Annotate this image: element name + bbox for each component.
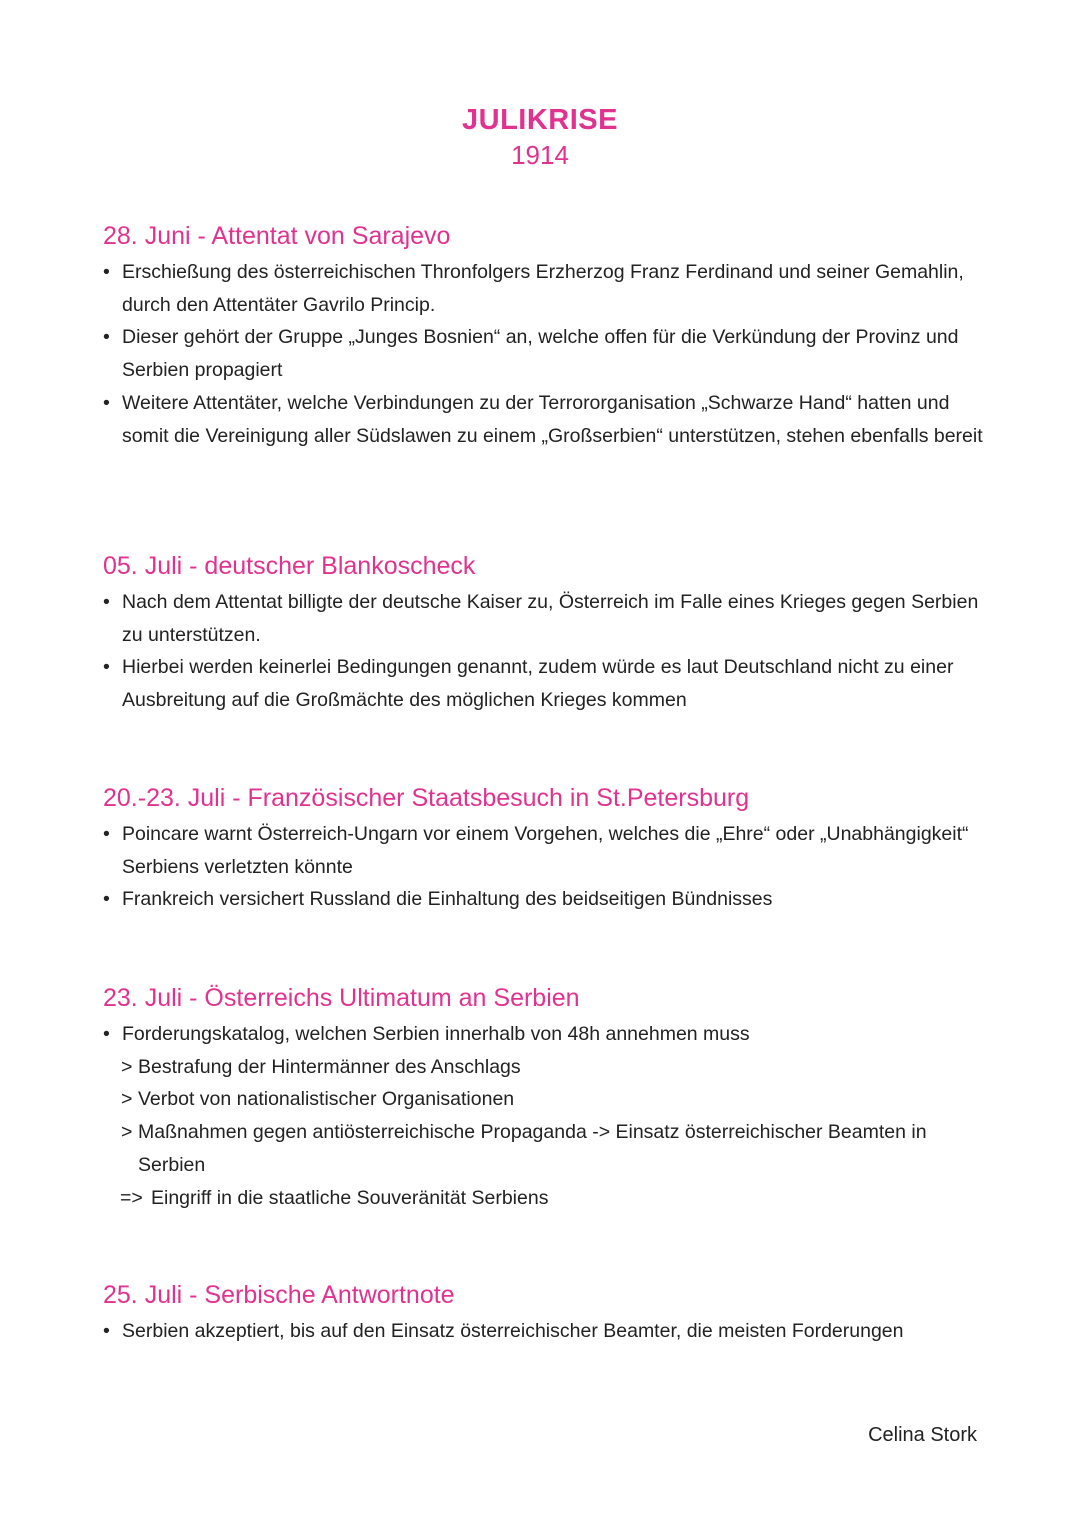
bullet-item: • Nach dem Attentat billigte der deutsche Kaiser zu, Österreich im Falle eines Krieges gegen Serbien zu unterstützen. <box>103 586 983 651</box>
section-heading: 25. Juli - Serbische Antwortnote <box>103 1281 455 1309</box>
document-year: 1914 <box>511 140 569 170</box>
section-heading: 05. Juli - deutscher Blankoscheck <box>103 552 476 580</box>
bullet-list <box>103 256 983 452</box>
bullet-list <box>103 1315 983 1348</box>
bullet-list <box>103 818 983 916</box>
sub-item-text: Maßnahmen gegen antiösterreichische Propaganda -> Einsatz österreichischer Beamten in Serbien <box>138 1121 927 1176</box>
section-antwortnote <box>103 1279 983 1348</box>
document-title: JULIKRISE <box>462 104 618 136</box>
section-blankoscheck <box>103 550 983 717</box>
sub-item <box>103 1116 983 1181</box>
section-attentat <box>103 220 983 452</box>
bullet-item: • Dieser gehört der Gruppe „Junges Bosnien“ an, welche offen für die Verkündung der Provinz und Serbien propagiert <box>103 321 983 386</box>
arrow-marker: > <box>121 1088 133 1111</box>
bullet-item: • Forderungskatalog, welchen Serbien innerhalb von 48h annehmen muss <box>103 1018 983 1051</box>
sub-item-text: Bestrafung der Hintermänner des Anschlags <box>138 1055 521 1078</box>
author-name: Celina Stork <box>868 1424 977 1446</box>
bullet-item: • Erschießung des österreichischen Thronfolgers Erzherzog Franz Ferdinand und seiner Gemahlin, durch den Attentäter Gavrilo Princip. <box>103 256 983 321</box>
bullet-list <box>103 586 983 717</box>
section-staatsbesuch <box>103 782 983 916</box>
section-heading: 28. Juni - Attentat von Sarajevo <box>103 222 451 250</box>
sub-item-text: Verbot von nationalistischer Organisationen <box>138 1088 515 1111</box>
bullet-item: • Weitere Attentäter, welche Verbindungen zu der Terrororganisation „Schwarze Hand“ hatten und somit die Vereinigung aller Südslawen zu einem „Großserbien“ unterstützen, stehen ebenfalls bereit <box>103 387 983 452</box>
arrow-marker: > <box>121 1055 133 1078</box>
bullet-item: • Hierbei werden keinerlei Bedingungen genannt, zudem würde es laut Deutschland nicht zu einer Ausbreitung auf die Großmächte des möglichen Krieges kommen <box>103 651 983 716</box>
conclusion-item <box>103 1182 983 1215</box>
section-heading: 20.-23. Juli - Französischer Staatsbesuch in St.Petersburg <box>103 784 750 812</box>
sub-list <box>103 1051 983 1215</box>
arrow-marker: > <box>121 1121 133 1144</box>
bullet-item: • Poincare warnt Österreich-Ungarn vor einem Vorgehen, welches die „Ehre“ oder „Unabhängigkeit“ Serbiens verletzten könnte <box>103 818 983 883</box>
bullet-item: • Serbien akzeptiert, bis auf den Einsatz österreichischer Beamter, die meisten Forderungen <box>103 1315 983 1348</box>
section-ultimatum <box>103 982 983 1214</box>
sub-item <box>103 1083 983 1116</box>
conclusion-text: Eingriff in die staatliche Souveränität Serbiens <box>151 1186 549 1209</box>
bullet-item: • Frankreich versichert Russland die Einhaltung des beidseitigen Bündnisses <box>103 883 983 916</box>
sub-item <box>103 1051 983 1084</box>
double-arrow-marker: => <box>120 1186 143 1209</box>
bullet-list <box>103 1018 983 1051</box>
section-heading: 23. Juli - Österreichs Ultimatum an Serbien <box>103 984 580 1012</box>
